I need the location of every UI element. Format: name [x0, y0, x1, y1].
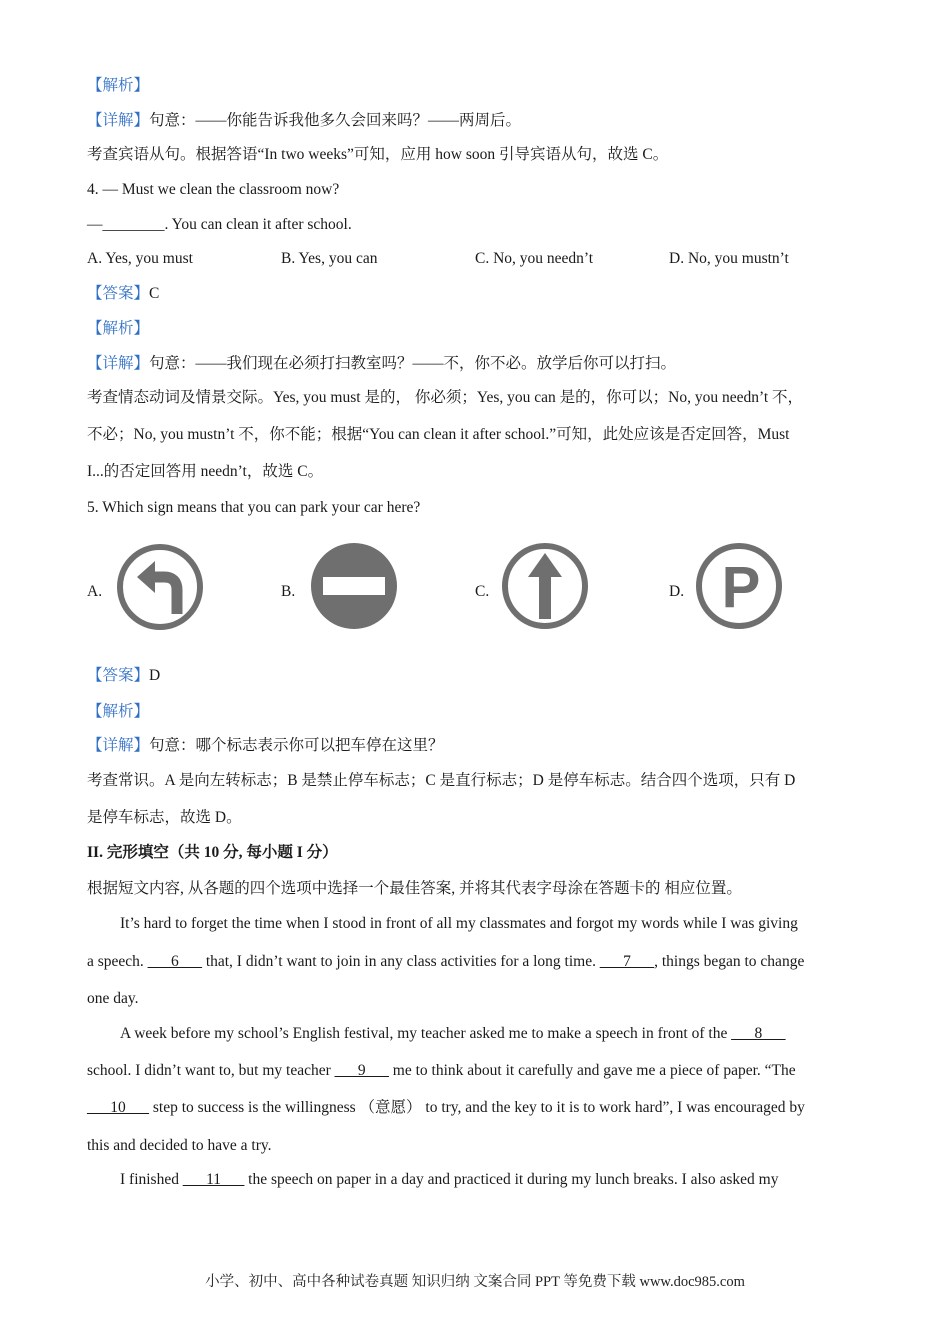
- detail-line: [87, 111, 521, 131]
- text-fragment: I finished: [120, 1171, 183, 1188]
- detail-tag: 【详解】: [87, 112, 150, 129]
- text-fragment: school. I didn’t want to, but my teacher: [87, 1062, 335, 1079]
- blank-8: ___8___: [731, 1025, 786, 1042]
- option-b: B. Yes, you can: [281, 250, 378, 267]
- detail-line: [87, 736, 444, 756]
- question-4-line2: —________. You can clean it after school.: [87, 216, 352, 233]
- passage-p1-line2: [87, 952, 804, 972]
- answer-tag: 【答案】: [87, 667, 150, 684]
- sign-option-c-label: C.: [475, 583, 490, 600]
- explanation-2: 是停车标志，故选 D。: [87, 809, 242, 826]
- passage-p2-line3: [87, 1098, 805, 1118]
- analysis-tag: 【解析】: [87, 320, 150, 337]
- option-a: A. Yes, you must: [87, 250, 193, 267]
- turn-left-sign-icon: [115, 542, 205, 632]
- option-d: D. No, you mustn’t: [669, 250, 789, 267]
- blank-10: ___10___: [87, 1099, 149, 1116]
- detail-line: [87, 354, 676, 374]
- passage-p2-line4: this and decided to have a try.: [87, 1137, 272, 1154]
- text-fragment: the speech on paper in a day and practiced it during my lunch breaks. I also asked my: [244, 1171, 779, 1188]
- text-fragment: , things began to change: [654, 953, 805, 970]
- answer-value: D: [149, 667, 161, 684]
- answer-tag: 【答案】: [87, 285, 150, 302]
- answer-line: [87, 666, 160, 686]
- section-title: II. 完形填空（共 10 分, 每小题 I 分）: [87, 844, 338, 861]
- passage-p3-line1: [120, 1170, 778, 1190]
- blank-11: ___11___: [182, 1171, 245, 1188]
- passage-p2-line2: [87, 1061, 796, 1081]
- explanation-1: 考查常识。A 是向左转标志；B 是禁止停车标志；C 是直行标志；D 是停车标志。结合四个选项，只有 D: [87, 772, 796, 789]
- go-straight-sign-icon: [500, 541, 590, 631]
- option-c: C. No, you needn’t: [475, 250, 594, 267]
- sign-option-d-label: D.: [669, 583, 685, 600]
- detail-tag: 【详解】: [87, 737, 150, 754]
- parking-sign-letter: P: [721, 555, 761, 620]
- blank-6: ___6___: [147, 953, 202, 970]
- detail-text: 句意：——你能告诉我他多久会回来吗？——两周后。: [149, 112, 522, 129]
- answer-line: [87, 284, 159, 304]
- explanation-2: 不必；No, you mustn’t 不，你不能；根据“You can clean it after school.”可知，此处应该是否定回答，Must: [87, 426, 790, 443]
- text-fragment: me to think about it carefully and gave me a piece of paper. “The: [388, 1062, 796, 1079]
- text-fragment: A week before my school’s English festival, my teacher asked me to make a speech in front of the: [120, 1025, 732, 1042]
- passage-p1-line1: It’s hard to forget the time when I stood in front of all my classmates and forgot my words while I was giving: [120, 915, 798, 932]
- sign-option-b-label: B.: [281, 583, 296, 600]
- blank-7: ___7___: [599, 953, 655, 970]
- no-entry-sign-icon: [309, 541, 399, 631]
- text-fragment: step to success is the willingness （意愿） to try, and the key to it is to work hard”, I was encouraged by: [149, 1099, 805, 1116]
- analysis-tag: 【解析】: [87, 77, 150, 94]
- text-fragment: a speech.: [87, 953, 148, 970]
- parking-sign-icon: [694, 541, 784, 631]
- blank-9: ___9___: [334, 1062, 389, 1079]
- page-footer: 小学、初中、高中各种试卷真题 知识归纳 文案合同 PPT 等免费下载 www.doc985.com: [205, 1274, 745, 1290]
- question-4: 4. — Must we clean the classroom now?: [87, 181, 340, 198]
- answer-value: C: [149, 285, 160, 302]
- detail-tag: 【详解】: [87, 355, 150, 372]
- section-instruction: 根据短文内容, 从各题的四个选项中选择一个最佳答案, 并将其代表字母涂在答题卡的 相应位置。: [87, 880, 742, 897]
- explanation-1: 考查情态动词及情景交际。Yes, you must 是的， 你必须；Yes, you can 是的，你可以；No, you needn’t 不，: [87, 389, 804, 406]
- detail-text: 句意：——我们现在必须打扫教室吗？——不，你不必。放学后你可以打扫。: [149, 355, 677, 372]
- sign-option-a-label: A.: [87, 583, 103, 600]
- text-fragment: that, I didn’t want to join in any class activities for a long time.: [201, 953, 600, 970]
- analysis-tag: 【解析】: [87, 703, 150, 720]
- passage-p1-line3: one day.: [87, 990, 139, 1007]
- passage-p2-line1: [120, 1024, 785, 1044]
- question-5: 5. Which sign means that you can park your car here?: [87, 499, 421, 516]
- detail-text: 句意：哪个标志表示你可以把车停在这里？: [149, 737, 444, 754]
- explanation-3: I...的否定回答用 needn’t，故选 C。: [87, 463, 324, 480]
- explanation: 考查宾语从句。根据答语“In two weeks”可知，应用 how soon 引导宾语从句，故选 C。: [87, 146, 669, 163]
